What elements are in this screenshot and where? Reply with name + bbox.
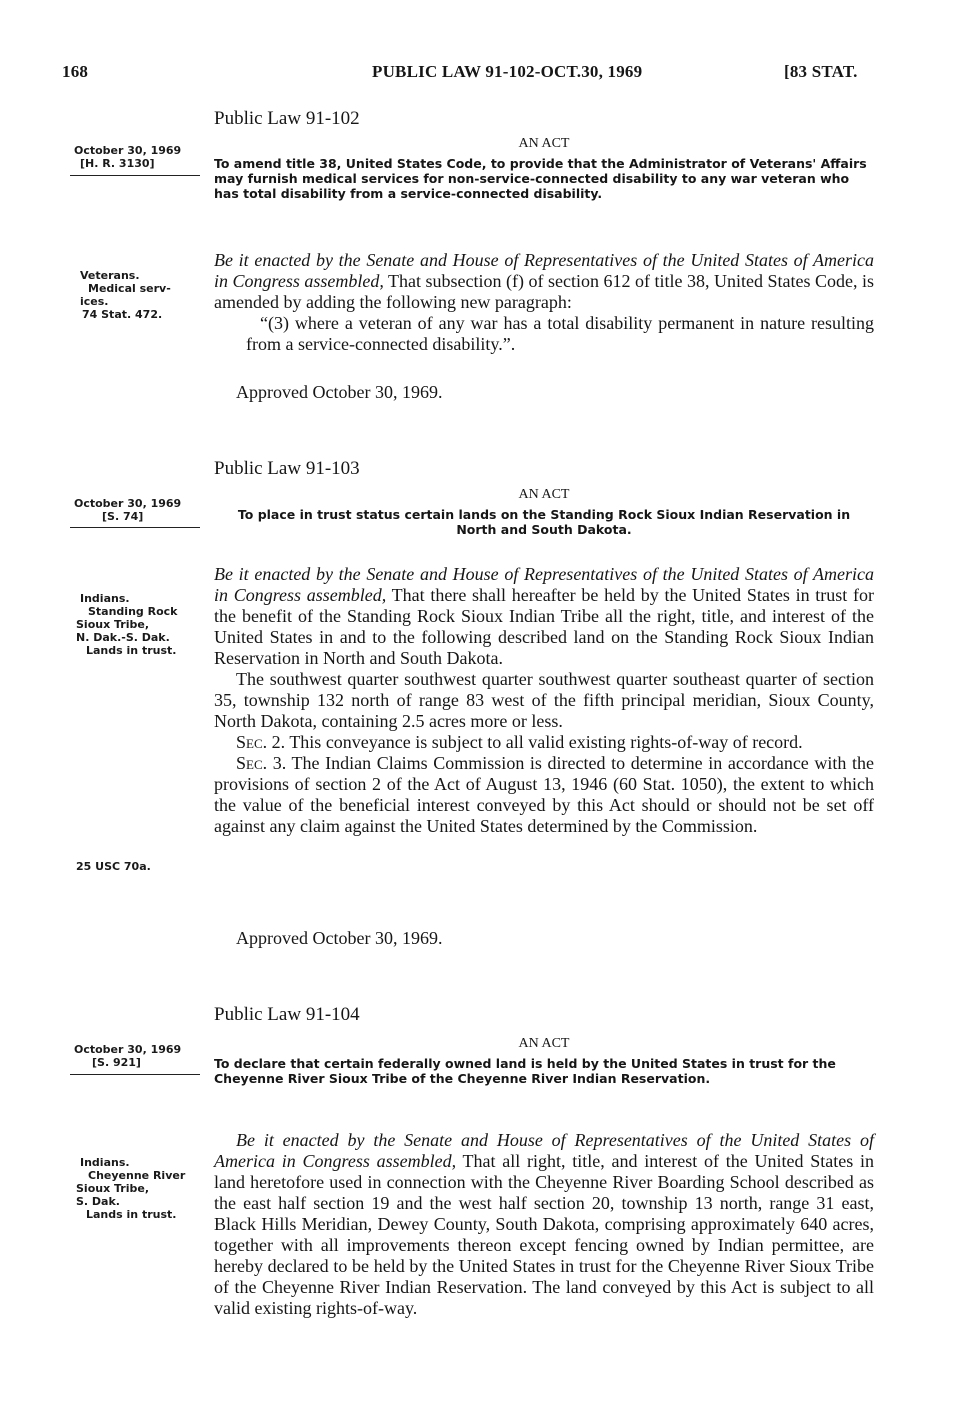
section-text: The Indian Claims Commission is directed to determine in accordance with the provisions of section 2 of the Act of August 13, 1946 (60 Stat. 1050), the extent to which the value of the beneficial interest conveyed by this Act should or should not be set off against any claim against the United States determined by the Commission. [214,753,874,836]
enacting-clause: Be it enacted by the Senate and House of Representatives of the United States of America in Congress assembled, [214,250,874,291]
section-label: Sec. 3. [236,753,287,773]
margin-note: Sioux Tribe, [76,1182,150,1195]
page-number: 168 [62,62,89,81]
act-body: That there shall hereafter be held by the United States in trust for the benefit of the Standing Rock Sioux Indian Tribe all the right, title, and interest of the United States in and to the following described land on the Standing Rock Sioux Indian Reservation in North and South Dakota. [214,585,874,668]
margin-note: Sioux Tribe, [76,618,150,631]
margin-note: Lands in trust. [86,644,177,657]
margin-note: Cheyenne River [88,1169,186,1182]
approval-date: Approved October 30, 1969. [236,928,443,948]
an-act-heading: AN ACT [518,1036,570,1051]
enactment-date: October 30, 1969 [74,497,182,510]
law-date-margin [74,144,181,170]
enacting-clause: Be it enacted by the Senate and House of Representatives of the United States of America in Congress assembled, [214,1130,874,1171]
act-purpose: To place in trust status certain lands on the Standing Rock Sioux Indian Reservation in North and South Dakota. [237,507,851,537]
margin-note: Lands in trust. [86,1208,177,1221]
law-title: Public Law 91-102 [214,108,360,129]
margin-note: Indians. [80,592,130,605]
margin-notes [80,269,171,321]
usc-citation: 25 USC 70a. [76,860,151,873]
act-body: That subsection (f) of section 612 of title 38, United States Code, is amended by adding the following new paragraph: [214,271,874,312]
section-2 [214,732,874,753]
act-purpose: To amend title 38, United States Code, to provide that the Administrator of Veterans' Affairs may furnish medical services for non-service-connected disability to any war veteran who has total disability from a service-connected disability. [214,156,867,201]
act-body: That all right, title, and interest of the United States in land heretofore used in connection with the Cheyenne River Boarding School described as the east half section 19 and the west half section 20, township 13 north, range 31 east, Black Hills Meridian, Dewey County, South Dakota, comprising approximately 640 acres, together with all improvements thereon except fencing owned by Indian permittee, are hereby declared to be held by the United States in trust for the Cheyenne River Sioux Tribe of the Cheyenne River Indian Reservation. The land conveyed by this Act is subject to all valid existing rights-of-way. [214,1151,874,1318]
section-text: This conveyance is subject to all valid existing rights-of-way of record. [289,732,803,752]
margin-note: S. Dak. [76,1195,120,1208]
margin-note: ices. [80,295,109,308]
margin-rule [70,527,200,528]
margin-note: Indians. [80,1156,130,1169]
bill-number: [S. 74] [102,510,144,523]
an-act-heading: AN ACT [518,487,570,502]
running-title: PUBLIC LAW 91-102-OCT.30, 1969 [372,62,643,81]
section-3 [214,753,874,837]
law-date-margin [74,1043,181,1069]
approval-date: Approved October 30, 1969. [236,382,443,402]
margin-note: N. Dak.-S. Dak. [76,631,170,644]
act-text [214,564,874,837]
land-description: The southwest quarter southwest quarter southwest quarter southeast quarter of section 35, township 132 north of range 83 west of the fifth principal meridian, Sioux County, North Dakota, containing 2.5 acres more or less. [214,669,874,731]
enactment-date: October 30, 1969 [74,1043,182,1056]
stat-reference: [83 STAT. [784,62,858,81]
bill-number: [H. R. 3130] [80,157,155,170]
margin-note: Standing Rock [88,605,178,618]
law-title: Public Law 91-103 [214,458,360,479]
margin-notes [76,592,178,657]
law-date-margin [74,497,181,523]
an-act-heading: AN ACT [518,136,570,151]
margin-rule [70,1074,200,1075]
bill-number: [S. 921] [92,1056,141,1069]
margin-notes [76,1156,186,1221]
enacting-clause: Be it enacted by the Senate and House of Representatives of the United States of America in Congress assembled, [214,564,874,605]
section-label: Sec. 2. [236,732,286,752]
act-text [214,1130,874,1319]
margin-note: Veterans. [80,269,140,282]
margin-note: Medical serv- [88,282,171,295]
act-text [214,250,874,355]
law-title: Public Law 91-104 [214,1004,360,1025]
margin-rule [70,175,200,176]
act-purpose: To declare that certain federally owned land is held by the United States in trust for the Cheyenne River Sioux Tribe of the Cheyenne River Indian Reservation. [214,1056,836,1086]
quoted-paragraph: “(3) where a veteran of any war has a total disability permanent in nature resulting from a service-connected disability.”. [246,313,874,354]
enactment-date: October 30, 1969 [74,144,182,157]
margin-note: 74 Stat. 472. [82,308,163,321]
